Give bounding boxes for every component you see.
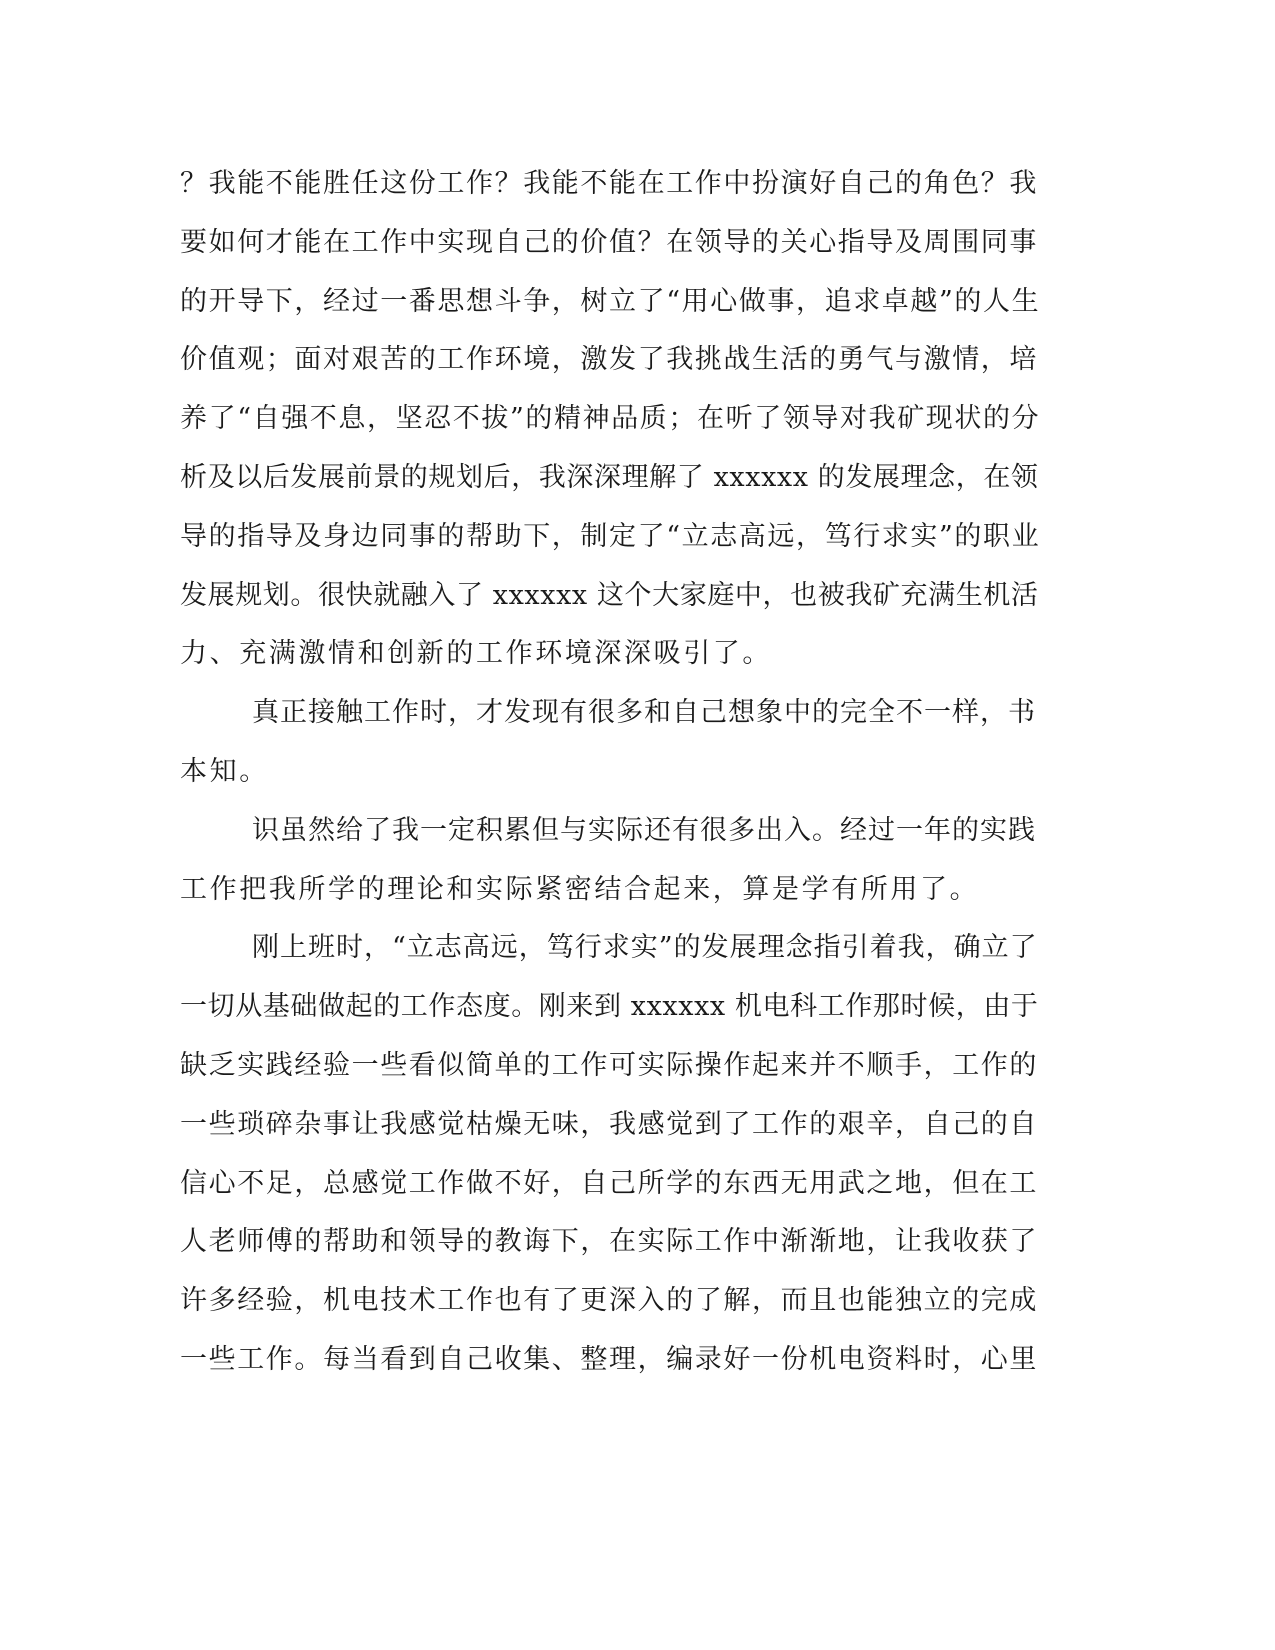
text-line: 一切从基础做起的工作态度。刚来到 xxxxxx 机电科工作那时候，由于 [180,991,1039,1023]
text-line: 力、充满激情和创新的工作环境深深吸引了。 [180,638,772,670]
text-line: 发展规划。很快就融入了 xxxxxx 这个大家庭中，也被我矿充满生机活 [180,579,1039,611]
text-line: 缺乏实践经验一些看似简单的工作可实际操作起来并不顺手，工作的 [180,1049,1038,1081]
text-line: 养了“自强不息，坚忍不拔”的精神品质；在听了领导对我矿现状的分 [180,403,1041,435]
text-line: 许多经验，机电技术工作也有了更深入的了解，而且也能独立的完成 [180,1285,1038,1317]
text-line: 要如何才能在工作中实现自己的价值？在领导的关心指导及周围同事 [180,226,1038,258]
text-line: 价值观；面对艰苦的工作环境，激发了我挑战生活的勇气与激情，培 [180,344,1038,376]
text-line: 一些琐碎杂事让我感觉枯燥无味，我感觉到了工作的艰辛，自己的自 [180,1108,1038,1140]
text-line: 人老师傅的帮助和领导的教诲下，在实际工作中渐渐地，让我收获了 [180,1226,1038,1258]
text-line: 一些工作。每当看到自己收集、整理，编录好一份机电资料时，心里 [180,1343,1038,1375]
text-line: 信心不足，总感觉工作做不好，自己所学的东西无用武之地，但在工 [180,1167,1038,1199]
text-line: 的开导下，经过一番思想斗争，树立了“用心做事，追求卓越”的人生 [180,285,1041,317]
body-text [180,155,1040,1390]
paragraph-first-line: 识虽然给了我一定积累但与实际还有很多出入。经过一年的实践 [252,814,1036,846]
text-line: 本知。 [180,755,269,787]
text-line: 导的指导及身边同事的帮助下，制定了“立志高远，笃行求实”的职业 [180,520,1041,552]
paragraph-first-line: 刚上班时，“立志高远，笃行求实”的发展理念指引着我，确立了 [252,932,1038,964]
text-line: ？我能不能胜任这份工作？我能不能在工作中扮演好自己的角色？我 [180,168,1038,199]
paragraph-first-line: 真正接触工作时，才发现有很多和自己想象中的完全不一样，书 [252,697,1036,729]
text-line: 析及以后发展前景的规划后，我深深理解了 xxxxxx 的发展理念，在领 [180,461,1039,493]
text-line: 工作把我所学的理论和实际紧密结合起来，算是学有所用了。 [180,873,980,905]
